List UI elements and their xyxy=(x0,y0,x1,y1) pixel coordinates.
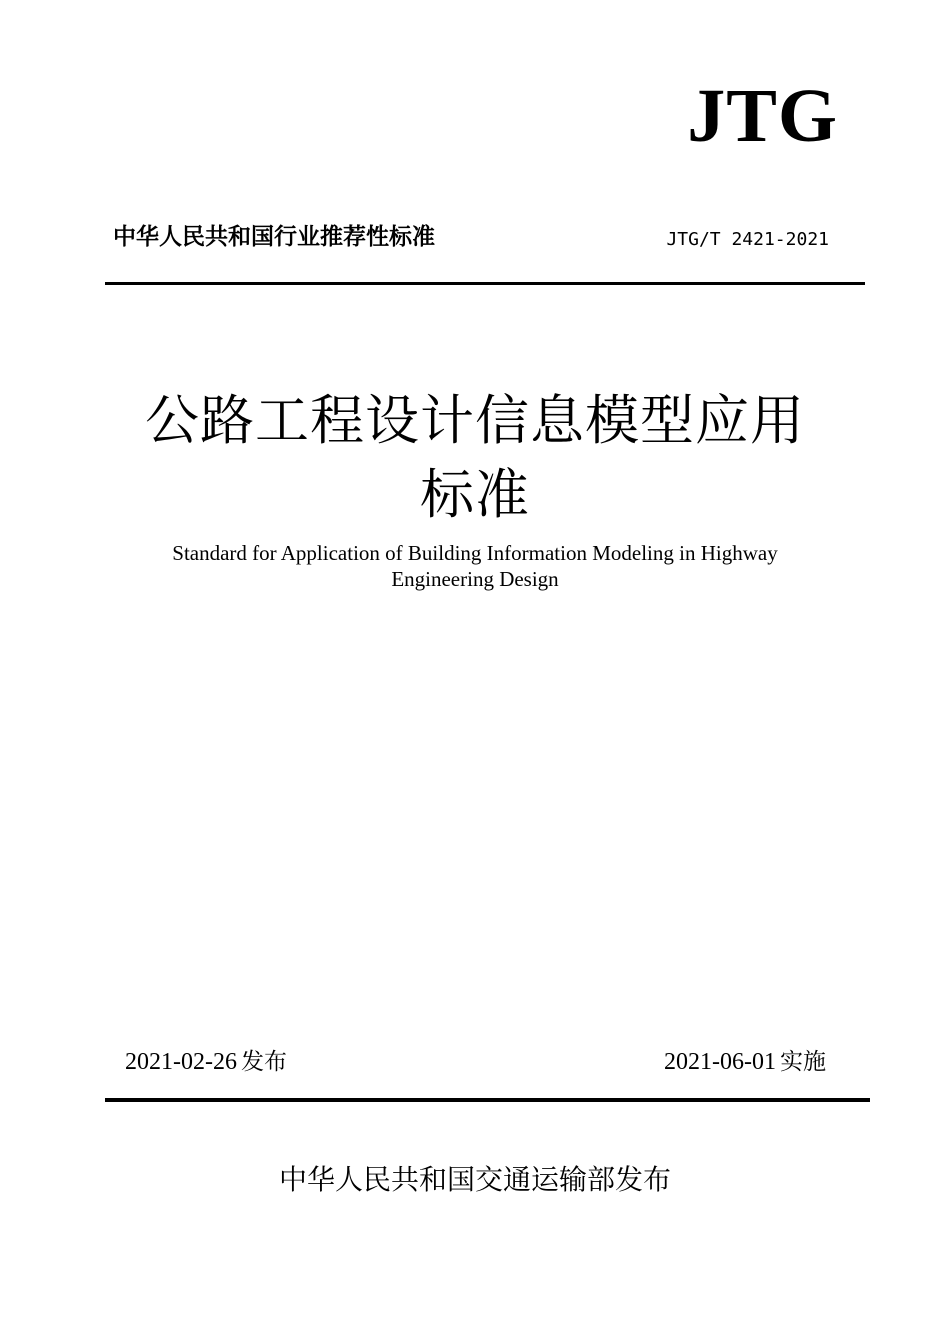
title-cn-line-1: 公路工程设计信息模型应用 xyxy=(145,389,805,452)
publish-date-label: 发布 xyxy=(240,1049,287,1075)
publish-date xyxy=(125,1050,287,1074)
effective-date-label: 实施 xyxy=(780,1049,826,1075)
top-divider xyxy=(105,282,865,285)
publish-date-value: 2021-02-26 xyxy=(125,1049,237,1075)
jtg-logo: JTG xyxy=(687,74,838,158)
bottom-divider xyxy=(105,1098,870,1102)
effective-date-value: 2021-06-01 xyxy=(664,1049,776,1075)
title-en-line-1: Standard for Application of Building Information Modeling in Highway xyxy=(172,541,778,565)
effective-date xyxy=(664,1050,826,1074)
title-en-line-2: Engineering Design xyxy=(391,567,559,591)
document-title-en xyxy=(0,540,950,592)
document-title-cn xyxy=(0,384,950,532)
standard-category: 中华人民共和国行业推荐性标准 xyxy=(113,224,435,250)
publisher: 中华人民共和国交通运输部发布 xyxy=(278,1163,671,1196)
standard-code: JTG/T 2421-2021 xyxy=(666,229,829,250)
title-cn-line-2: 标准 xyxy=(420,463,530,526)
